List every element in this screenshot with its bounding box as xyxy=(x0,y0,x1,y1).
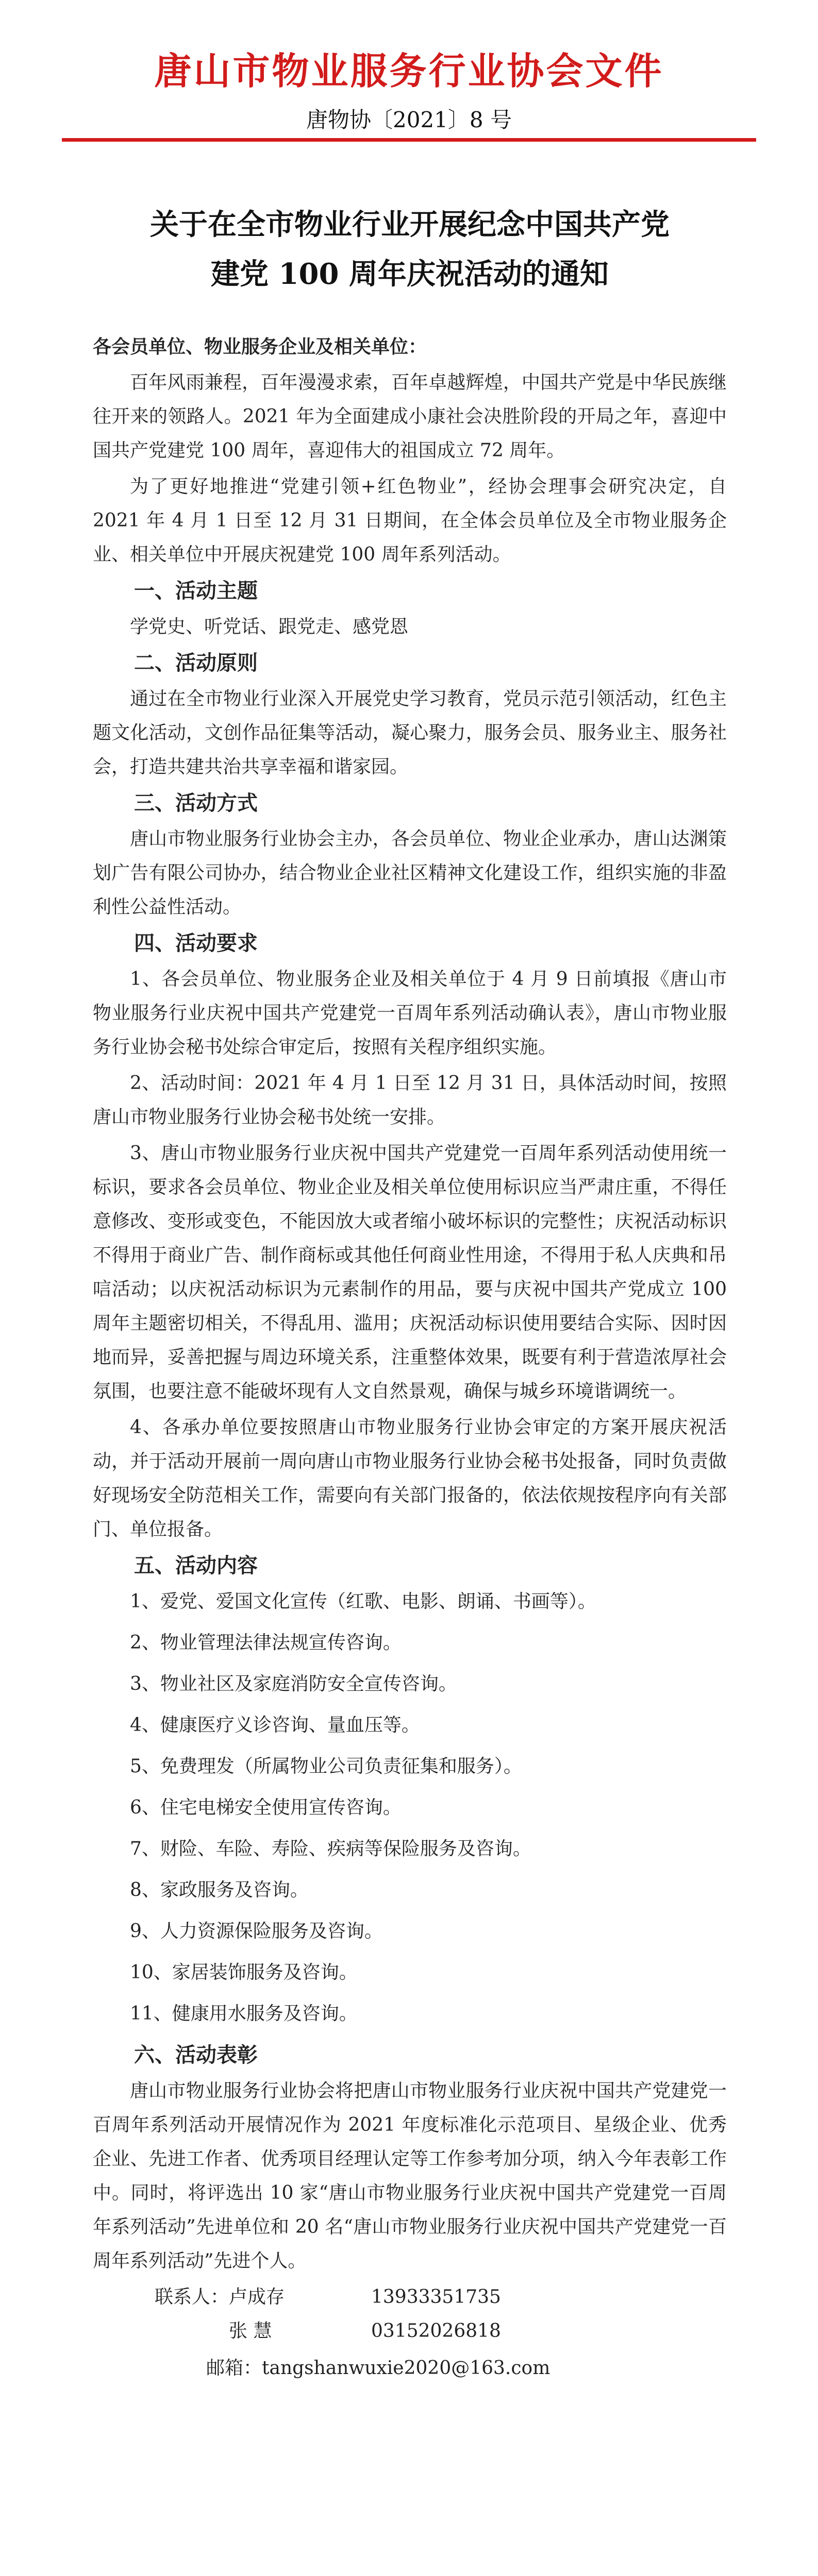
section-text-awards: 唐山市物业服务行业协会将把唐山市物业服务行业庆祝中国共产党建党一百周年系列活动开展情况作为 2021 年度标准化示范项目、星级企业、优秀企业、先进工作者、优秀项目经理认定等工作参考加分项，纳入今年表彰工作中。同时，将评选出 10 家“唐山市物业服务行业庆祝中国共产党建党一百周年系列活动”先进单位和 20 名“唐山市物业服务行业庆祝中国共产党建党一百周年系列活动”先进个人。 xyxy=(93,2080,727,2272)
section-heading-principle: 二、活动原则 xyxy=(134,651,258,675)
notice-title-line2: 建党 100 周年庆祝活动的通知 xyxy=(211,257,609,291)
requirement-item: 1、各会员单位、物业服务企业及相关单位于 4 月 9 日前填报《唐山市物业服务行业庆祝中国共产党建党一百周年系列活动确认表》，唐山市物业服务行业协会秘书处综合审定后，按照有关程序组织实施。 xyxy=(93,969,727,1058)
requirement-item: 3、唐山市物业服务行业庆祝中国共产党建党一百周年系列活动使用统一标识，要求各会员单位、物业企业及相关单位使用标识应当严肃庄重，不得任意修改、变形或变色，不能因放大或者缩小破坏标识的完整性；庆祝活动标识不得用于商业广告、制作商标或其他任何商业性用途，不得用于私人庆典和吊唁活动；以庆祝活动标识为元素制作的用品，要与庆祝中国共产党成立 100 周年主题密切相关，不得乱用、滥用；庆祝活动标识使用要结合实际、因时因地而异，妥善把握与周边环境关系，注重整体效果，既要有利于营造浓厚社会氛围，也要注意不能破坏现有人文自然景观，确保与城乡环境谐调统一。 xyxy=(93,1143,727,1402)
requirement-item: 2、活动时间：2021 年 4 月 1 日至 12 月 31 日，具体活动时间，按照唐山市物业服务行业协会秘书处统一安排。 xyxy=(93,1073,727,1128)
contact-name xyxy=(155,2314,371,2348)
requirement-item: 4、各承办单位要按照唐山市物业服务行业协会审定的方案开展庆祝活动，并于活动开展前一周向唐山市物业服务行业协会秘书处报备，同时负责做好现场安全防范相关工作，需要向有关部门报备的，依法依规按程序向有关部门、单位报备。 xyxy=(93,1417,727,1540)
intro-paragraph: 为了更好地推进“党建引领+红色物业”，经协会理事会研究决定，自 2021 年 4 月 1 日至 12 月 31 日期间，在全体会员单位及全市物业服务企业、相关单位中开展庆祝建党 100 周年系列活动。 xyxy=(93,476,727,565)
org-title: 唐山市物业服务行业协会文件 xyxy=(154,49,664,93)
section-text-theme: 学党史、听党话、跟党走、感党恩 xyxy=(130,616,409,637)
contact-name xyxy=(155,2280,371,2314)
contact-person: 张 慧 xyxy=(229,2320,272,2342)
content-item: 1、爱党、爱国文化宣传（红歌、电影、朗诵、书画等）。 xyxy=(130,1591,596,1612)
section-heading-content: 五、活动内容 xyxy=(134,1553,258,1578)
contact-block xyxy=(93,2280,727,2385)
email-label: 邮箱： xyxy=(206,2358,262,2379)
section-heading-awards: 六、活动表彰 xyxy=(134,2043,258,2067)
contact-row xyxy=(93,2280,727,2314)
content-item: 4、健康医疗义诊咨询、量血压等。 xyxy=(130,1715,420,1736)
section-text-method: 唐山市物业服务行业协会主办，各会员单位、物业企业承办，唐山达渊策划广告有限公司协办，结合物业企业社区精神文化建设工作，组织实施的非盈利性公益性活动。 xyxy=(93,828,727,918)
content-item: 5、免费理发（所属物业公司负责征集和服务）。 xyxy=(130,1756,522,1777)
document-header xyxy=(0,0,818,155)
red-divider xyxy=(62,138,756,142)
content-item: 6、住宅电梯安全使用宣传咨询。 xyxy=(130,1797,402,1818)
contact-label: 联系人： xyxy=(155,2286,229,2308)
contact-phone: 03152026818 xyxy=(371,2320,501,2342)
document-number: 唐物协〔2021〕8 号 xyxy=(306,107,512,132)
notice-body xyxy=(93,330,727,2385)
content-item: 2、物业管理法律法规宣传咨询。 xyxy=(130,1632,402,1653)
email-address[interactable]: tangshanwuxie2020@163.com xyxy=(262,2358,550,2379)
content-item: 7、财险、车险、寿险、疾病等保险服务及咨询。 xyxy=(130,1838,531,1859)
section-text-principle: 通过在全市物业行业深入开展党史学习教育，党员示范引领活动，红色主题文化活动，文创作品征集等活动，凝心聚力，服务会员、服务业主、服务社会，打造共建共治共享幸福和谐家园。 xyxy=(93,688,727,777)
content-item: 3、物业社区及家庭消防安全宣传咨询。 xyxy=(130,1673,457,1694)
content-item: 10、家居装饰服务及咨询。 xyxy=(130,1962,358,1983)
contact-phone: 13933351735 xyxy=(371,2286,501,2308)
content-item: 11、健康用水服务及咨询。 xyxy=(130,2003,358,2024)
section-heading-theme: 一、活动主题 xyxy=(134,579,258,603)
intro-paragraph: 百年风雨兼程，百年漫漫求索，百年卓越辉煌，中国共产党是中华民族继往开来的领路人。2021 年为全面建成小康社会决胜阶段的开局之年，喜迎中国共产党建党 100 周年，喜迎伟大的祖国成立 72 周年。 xyxy=(93,372,727,461)
section-heading-requirements: 四、活动要求 xyxy=(134,931,258,955)
notice-title xyxy=(93,200,727,299)
contact-row xyxy=(93,2314,727,2348)
content-item: 9、人力资源保险服务及咨询。 xyxy=(130,1921,383,1942)
email-row xyxy=(93,2351,727,2385)
contact-person: 卢成存 xyxy=(229,2286,285,2308)
section-heading-method: 三、活动方式 xyxy=(134,791,258,815)
content-item: 8、家政服务及咨询。 xyxy=(130,1879,309,1901)
greeting: 各会员单位、物业服务企业及相关单位： xyxy=(93,336,427,358)
notice-title-line1: 关于在全市物业行业开展纪念中国共产党 xyxy=(150,208,670,242)
